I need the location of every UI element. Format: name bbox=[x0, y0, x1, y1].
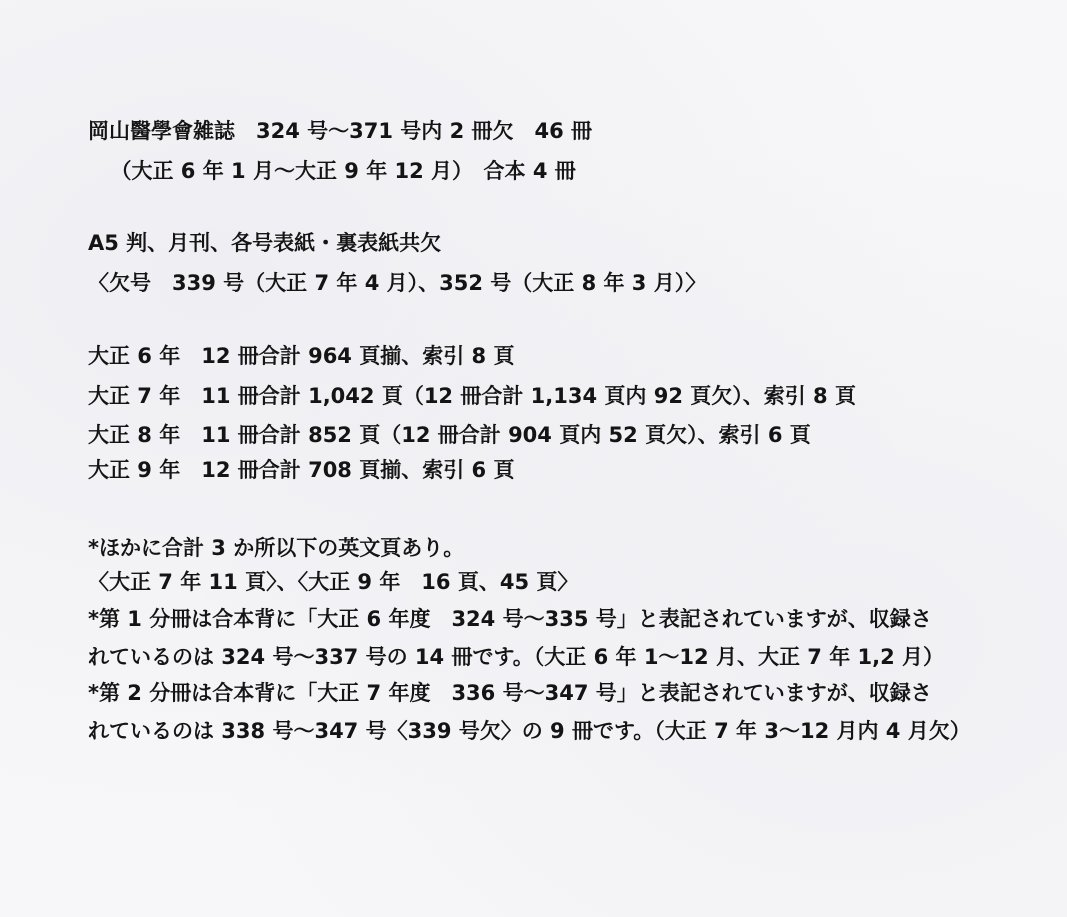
format-line: A5 判、月刊、各号表紙・裏表紙共欠 bbox=[88, 231, 442, 255]
journal-title-line: 岡山醫學會雑誌 324 号～371 号内 2 冊欠 46 冊 bbox=[88, 119, 593, 143]
note-volume1-cont-line: れているのは 324 号～337 号の 14 冊です。（大正 6 年 1～12 月、大正 7 年 1,2 月） bbox=[88, 645, 945, 669]
year-taisho7-line: 大正 7 年 11 冊合計 1,042 頁（12 冊合計 1,134 頁内 92 頁欠）、索引 8 頁 bbox=[88, 384, 856, 408]
note-volume2-cont-line: れているのは 338 号～347 号〈339 号欠〉の 9 冊です。（大正 7 年 3～12 月内 4 月欠） bbox=[88, 719, 971, 743]
year-taisho9-line: 大正 9 年 12 冊合計 708 頁揃、索引 6 頁 bbox=[88, 458, 515, 482]
year-taisho8-line: 大正 8 年 11 冊合計 852 頁（12 冊合計 904 頁内 52 頁欠）、索引 6 頁 bbox=[88, 423, 811, 447]
note-volume2-line: *第 2 分冊は合本背に「大正 7 年度 336 号～347 号」と表記されていますが、収録さ bbox=[88, 681, 932, 705]
note-volume1-line: *第 1 分冊は合本背に「大正 6 年度 324 号～335 号」と表記されていますが、収録さ bbox=[88, 607, 932, 631]
missing-issues-line: 〈欠号 339 号（大正 7 年 4 月）、352 号（大正 8 年 3 月）〉 bbox=[88, 271, 707, 295]
note-english-pages-line: *ほかに合計 3 か所以下の英文頁あり。 bbox=[88, 536, 465, 560]
year-taisho6-line: 大正 6 年 12 冊合計 964 頁揃、索引 8 頁 bbox=[88, 344, 515, 368]
period-volumes-line: （大正 6 年 1 月～大正 9 年 12 月） 合本 4 冊 bbox=[100, 159, 576, 183]
english-pages-detail-line: 〈大正 7 年 11 頁〉、〈大正 9 年 16 頁、45 頁〉 bbox=[88, 570, 579, 594]
